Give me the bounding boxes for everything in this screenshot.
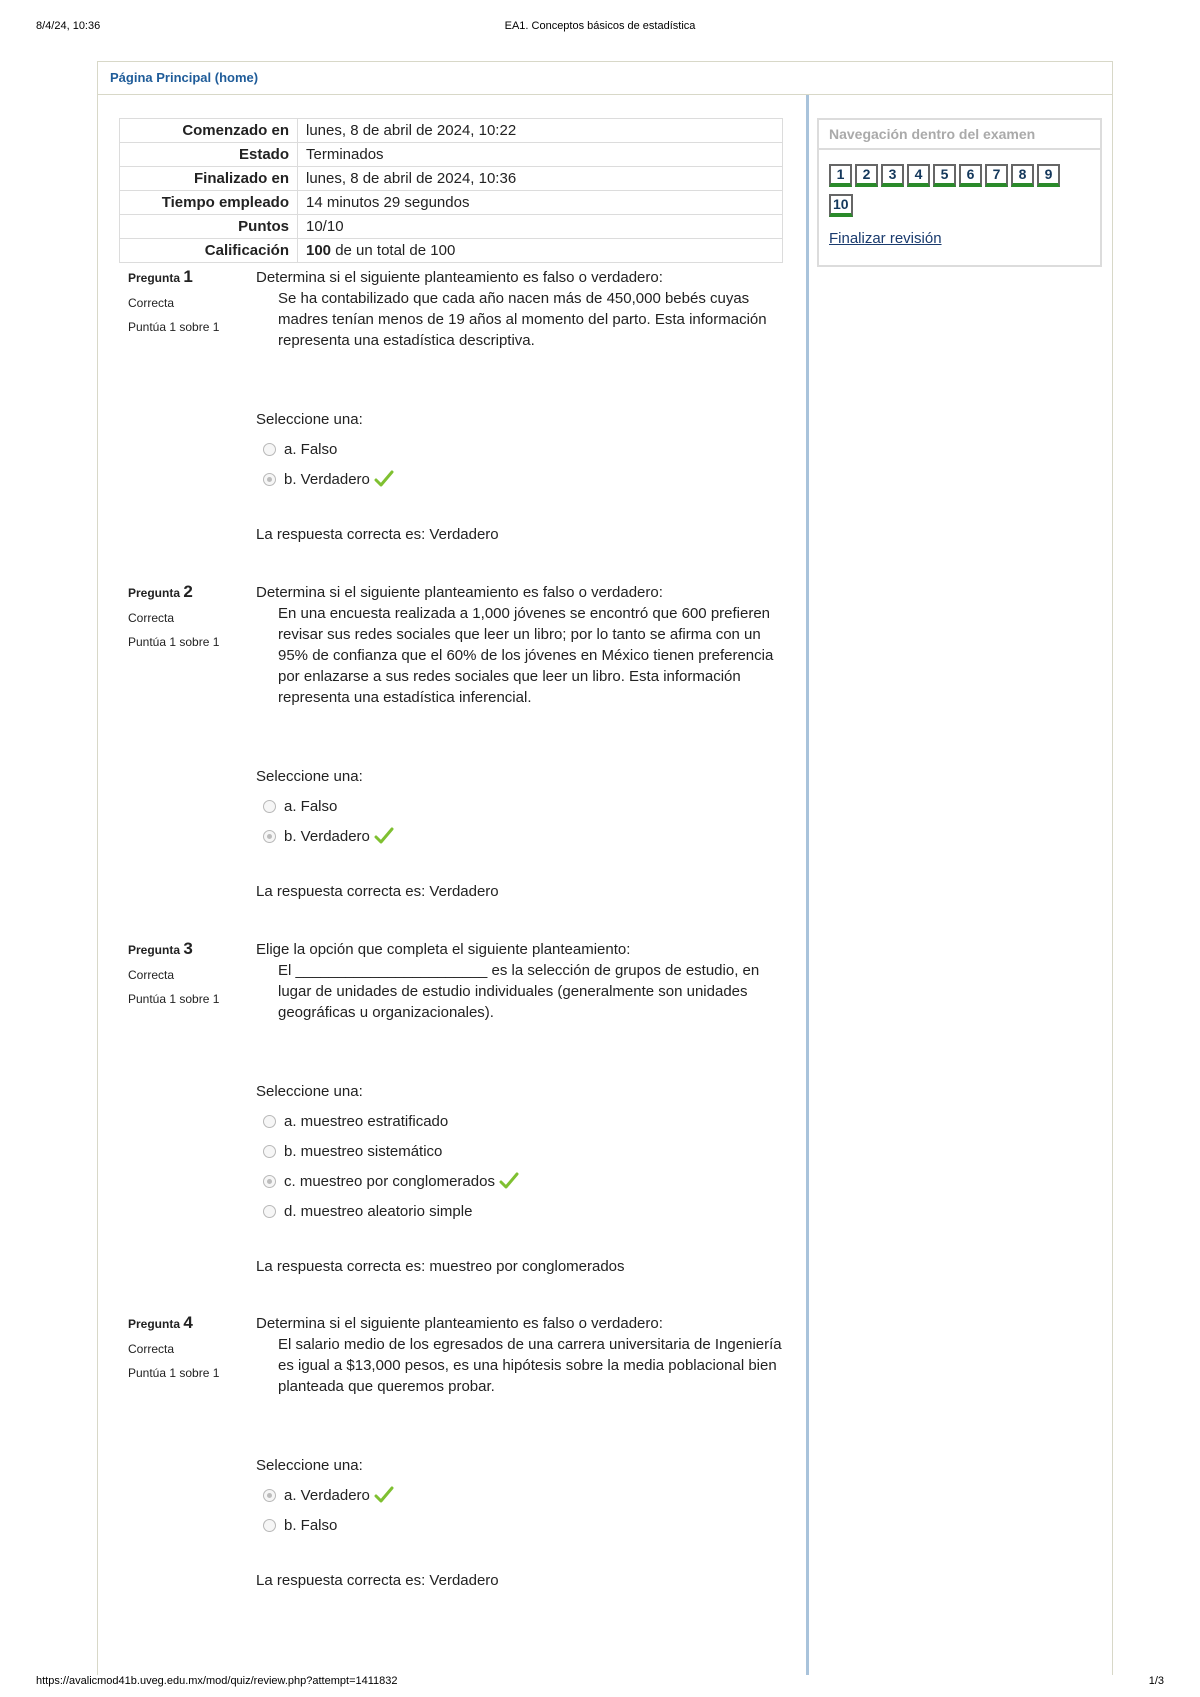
question-text: En una encuesta realizada a 1,000 jóvenes se encontró que 600 prefieren revisar sus redes sociales que leer un libro; por lo tanto se afirma con un 95% de confianza que el 60% de los jóvenes en México tienen preferencia por enlazarse a sus redes sociales que leer un libro. Esta información representa una estadística inferencial.	[278, 605, 774, 706]
answer-list	[256, 791, 786, 851]
answer-label: b. Falso	[284, 1516, 338, 1534]
answer-label: c. muestreo por conglomerados	[284, 1172, 495, 1190]
question-grade: Puntúa 1 sobre 1	[128, 635, 220, 649]
answer-option[interactable]	[256, 1196, 786, 1226]
quiz-navigation-block	[817, 118, 1102, 267]
question-content	[256, 267, 786, 545]
question-intro: Determina si el siguiente planteamiento es falso o verdadero:	[256, 269, 663, 286]
question-label: Pregunta	[128, 586, 181, 600]
answer-option[interactable]	[256, 434, 786, 464]
question-number	[128, 1313, 248, 1333]
question-number-value: 1	[183, 267, 193, 286]
question-text: El _______________________ es la selección de grupos de estudio, en lugar de unidades de estudio individuales (generalmente son unidades geográficas u organizacionales).	[278, 962, 760, 1021]
question-number	[128, 267, 248, 287]
question-number	[128, 939, 248, 959]
question-nav-button-7[interactable]: 7	[985, 164, 1008, 187]
question-nav-buttons	[819, 150, 1089, 224]
page-frame	[97, 61, 1113, 1675]
answer-label: a. Falso	[284, 440, 338, 458]
finish-review-link[interactable]: Finalizar revisión	[829, 230, 942, 247]
summary-row	[120, 119, 783, 143]
summary-value: lunes, 8 de abril de 2024, 10:22	[298, 119, 783, 143]
answer-prompt: Seleccione una:	[256, 768, 363, 785]
answer-label: d. muestreo aleatorio simple	[284, 1202, 473, 1220]
question-state: Correcta	[128, 611, 175, 625]
correct-check-icon	[374, 470, 394, 488]
answer-option[interactable]	[256, 1510, 786, 1540]
summary-value: lunes, 8 de abril de 2024, 10:36	[298, 167, 783, 191]
home-link[interactable]: Página Principal (home)	[110, 70, 259, 85]
quiz-navigation-title: Navegación dentro del examen	[819, 120, 1100, 150]
summary-key: Estado	[120, 143, 298, 167]
radio-button[interactable]	[263, 830, 276, 843]
summary-row	[120, 239, 783, 263]
answer-label: b. muestreo sistemático	[284, 1142, 443, 1160]
answer-label: b. Verdadero	[284, 827, 370, 845]
question-info	[128, 1313, 248, 1380]
breadcrumb	[98, 62, 1112, 95]
correct-check-icon	[499, 1172, 519, 1190]
question-nav-button-8[interactable]: 8	[1011, 164, 1034, 187]
answer-option[interactable]	[256, 1106, 786, 1136]
grade-total: de un total de 100	[331, 242, 456, 259]
question-label: Pregunta	[128, 271, 181, 285]
summary-value: 10/10	[298, 215, 783, 239]
summary-key: Comenzado en	[120, 119, 298, 143]
question-content	[256, 1313, 786, 1591]
summary-value: Terminados	[298, 143, 783, 167]
question-number-value: 2	[183, 582, 193, 601]
question-grade: Puntúa 1 sobre 1	[128, 320, 220, 334]
question-nav-button-4[interactable]: 4	[907, 164, 930, 187]
question-text: El salario medio de los egresados de una carrera universitaria de Ingeniería es igual a $13,000 pesos, es una hipótesis sobre la media poblacional bien planteada que queremos probar.	[278, 1336, 782, 1395]
question-state: Correcta	[128, 968, 175, 982]
answer-list	[256, 434, 786, 494]
summary-value	[298, 239, 783, 263]
answer-prompt: Seleccione una:	[256, 411, 363, 428]
answer-option[interactable]	[256, 821, 786, 851]
radio-button[interactable]	[263, 1205, 276, 1218]
question-info	[128, 267, 248, 334]
question-number-value: 4	[183, 1313, 193, 1332]
summary-row	[120, 143, 783, 167]
right-answer: La respuesta correcta es: muestreo por conglomerados	[256, 1258, 625, 1275]
question-label: Pregunta	[128, 943, 181, 957]
answer-option[interactable]	[256, 1480, 786, 1510]
summary-value: 14 minutos 29 segundos	[298, 191, 783, 215]
right-answer: La respuesta correcta es: Verdadero	[256, 1572, 499, 1589]
grade-value: 100	[306, 242, 332, 259]
summary-row	[120, 215, 783, 239]
question-intro: Determina si el siguiente planteamiento es falso o verdadero:	[256, 1315, 663, 1332]
radio-button[interactable]	[263, 1519, 276, 1532]
summary-key: Puntos	[120, 215, 298, 239]
print-title: EA1. Conceptos básicos de estadística	[504, 20, 696, 32]
question-state: Correcta	[128, 1342, 175, 1356]
question-intro: Elige la opción que completa el siguiente planteamiento:	[256, 941, 631, 958]
question-intro: Determina si el siguiente planteamiento es falso o verdadero:	[256, 584, 663, 601]
radio-button[interactable]	[263, 1489, 276, 1502]
print-header	[36, 20, 1164, 36]
answer-label: b. Verdadero	[284, 470, 370, 488]
correct-check-icon	[374, 827, 394, 845]
summary-key: Tiempo empleado	[120, 191, 298, 215]
radio-button[interactable]	[263, 1115, 276, 1128]
right-answer: La respuesta correcta es: Verdadero	[256, 526, 499, 543]
answer-label: a. Verdadero	[284, 1486, 370, 1504]
print-date: 8/4/24, 10:36	[36, 20, 101, 32]
print-page-number: 1/3	[1148, 1675, 1164, 1687]
question-state: Correcta	[128, 296, 175, 310]
question-nav-button-3[interactable]: 3	[881, 164, 904, 187]
correct-check-icon	[374, 1486, 394, 1504]
question-nav-button-1[interactable]: 1	[829, 164, 852, 187]
answer-prompt: Seleccione una:	[256, 1083, 363, 1100]
question-label: Pregunta	[128, 1317, 181, 1331]
summary-key: Calificación	[120, 239, 298, 263]
question-number	[128, 582, 248, 602]
question-text: Se ha contabilizado que cada año nacen más de 450,000 bebés cuyas madres tenían menos de 19 años al momento del parto. Esta información representa una estadística descriptiva.	[278, 290, 767, 349]
answer-option[interactable]	[256, 791, 786, 821]
question-number-value: 3	[183, 939, 193, 958]
question-grade: Puntúa 1 sobre 1	[128, 992, 220, 1006]
question-nav-button-2[interactable]: 2	[855, 164, 878, 187]
summary-row	[120, 191, 783, 215]
answer-label: a. muestreo estratificado	[284, 1112, 449, 1130]
question-nav-button-6[interactable]: 6	[959, 164, 982, 187]
radio-button[interactable]	[263, 1175, 276, 1188]
answer-option[interactable]	[256, 1166, 786, 1196]
radio-button[interactable]	[263, 473, 276, 486]
question-content	[256, 582, 786, 902]
right-answer: La respuesta correcta es: Verdadero	[256, 883, 499, 900]
radio-button[interactable]	[263, 1145, 276, 1158]
column-divider	[806, 95, 809, 1675]
question-nav-button-10[interactable]: 10	[829, 194, 853, 217]
question-content	[256, 939, 786, 1277]
answer-list	[256, 1106, 786, 1226]
question-grade: Puntúa 1 sobre 1	[128, 1366, 220, 1380]
radio-button[interactable]	[263, 800, 276, 813]
question-nav-button-5[interactable]: 5	[933, 164, 956, 187]
answer-option[interactable]	[256, 464, 786, 494]
answer-prompt: Seleccione una:	[256, 1457, 363, 1474]
question-info	[128, 939, 248, 1006]
attempt-summary-table	[119, 118, 783, 263]
summary-row	[120, 167, 783, 191]
answer-option[interactable]	[256, 1136, 786, 1166]
question-nav-button-9[interactable]: 9	[1037, 164, 1060, 187]
print-footer	[36, 1675, 1164, 1691]
question-info	[128, 582, 248, 649]
print-url: https://avalicmod41b.uveg.edu.mx/mod/quiz/review.php?attempt=1411832	[36, 1675, 398, 1687]
answer-label: a. Falso	[284, 797, 338, 815]
summary-key: Finalizado en	[120, 167, 298, 191]
answer-list	[256, 1480, 786, 1540]
radio-button[interactable]	[263, 443, 276, 456]
